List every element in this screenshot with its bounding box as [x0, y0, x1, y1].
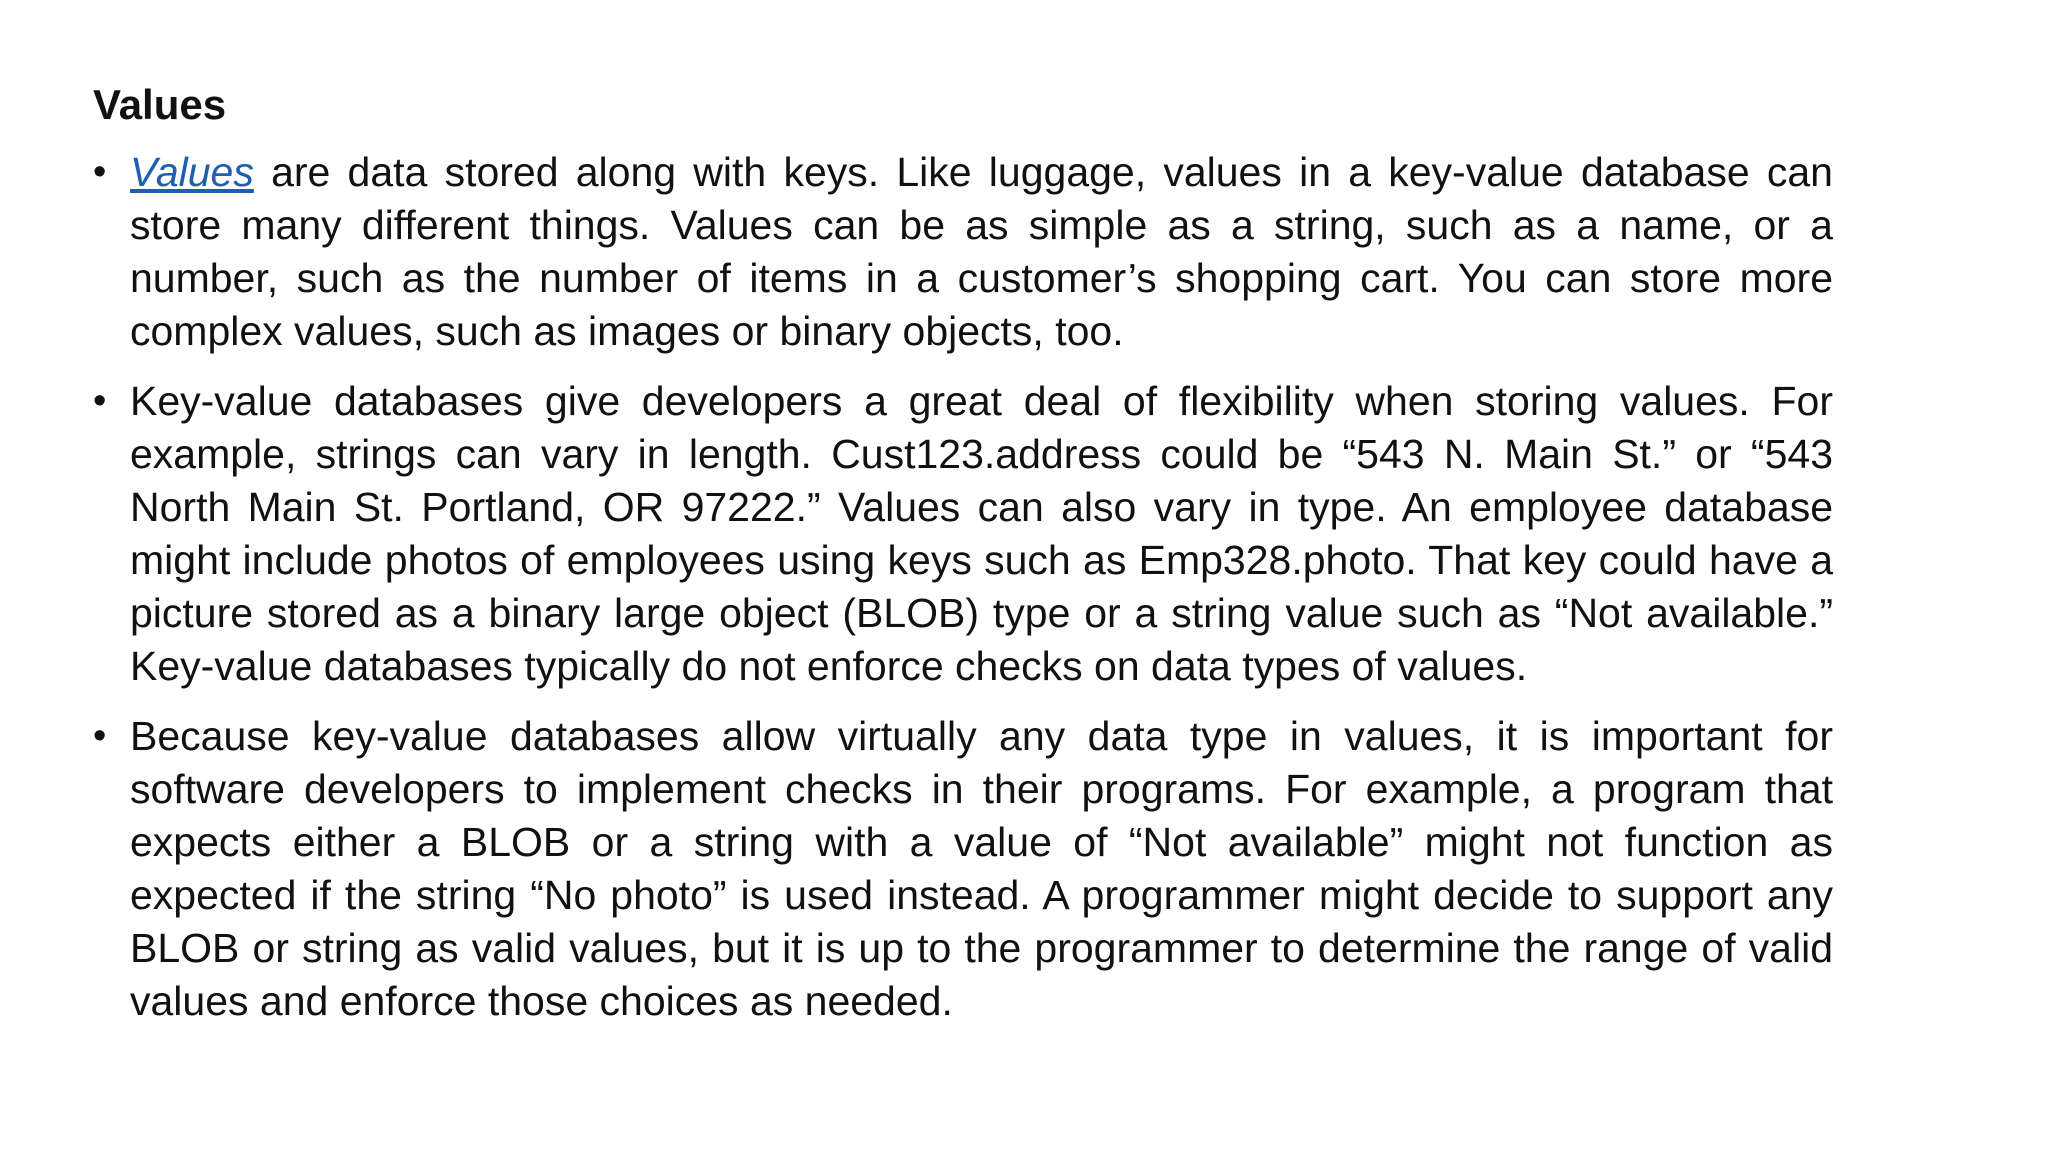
bullet-item-values-definition	[93, 146, 1833, 358]
bullet-item-flexibility	[93, 375, 1833, 693]
bullet-text: Key-value databases give developers a great deal of flexibility when storing values. For example, strings can vary in length. Cust123.address could be “543 N. Main St.” or “543 North Main St. Portland, OR 97222.” Values can also vary in type. An employee database might include photos of employees using keys such as Emp328.photo. That key could have a picture stored as a binary large object (BLOB) type or a string value such as “Not available.” Key-value databases typically do not enforce checks on data types of values.	[130, 378, 1833, 689]
bullet-text: Because key-value databases allow virtually any data type in values, it is important for software developers to implement checks in their programs. For example, a program that expects either a BLOB or a string with a value of “Not available” might not function as expected if the string “No photo” is used instead. A programmer might decide to support any BLOB or string as valid values, but it is up to the programmer to determine the range of valid values and enforce those choices as needed.	[130, 713, 1833, 1024]
bullet-dot-icon: •	[93, 151, 107, 193]
values-term-link[interactable]: Values	[130, 149, 254, 195]
bullet-item-validation	[93, 710, 1833, 1028]
bullet-dot-icon: •	[93, 715, 107, 757]
bullet-text: are data stored along with keys. Like luggage, values in a key-value database can store many different things. Values can be as simple as a string, such as a name, or a number, such as the number of items in a customer’s shopping cart. You can store more complex values, such as images or binary objects, too.	[130, 149, 1833, 354]
bullet-dot-icon: •	[93, 380, 107, 422]
bullet-list	[93, 146, 1833, 1045]
slide-title: Values	[93, 81, 227, 128]
